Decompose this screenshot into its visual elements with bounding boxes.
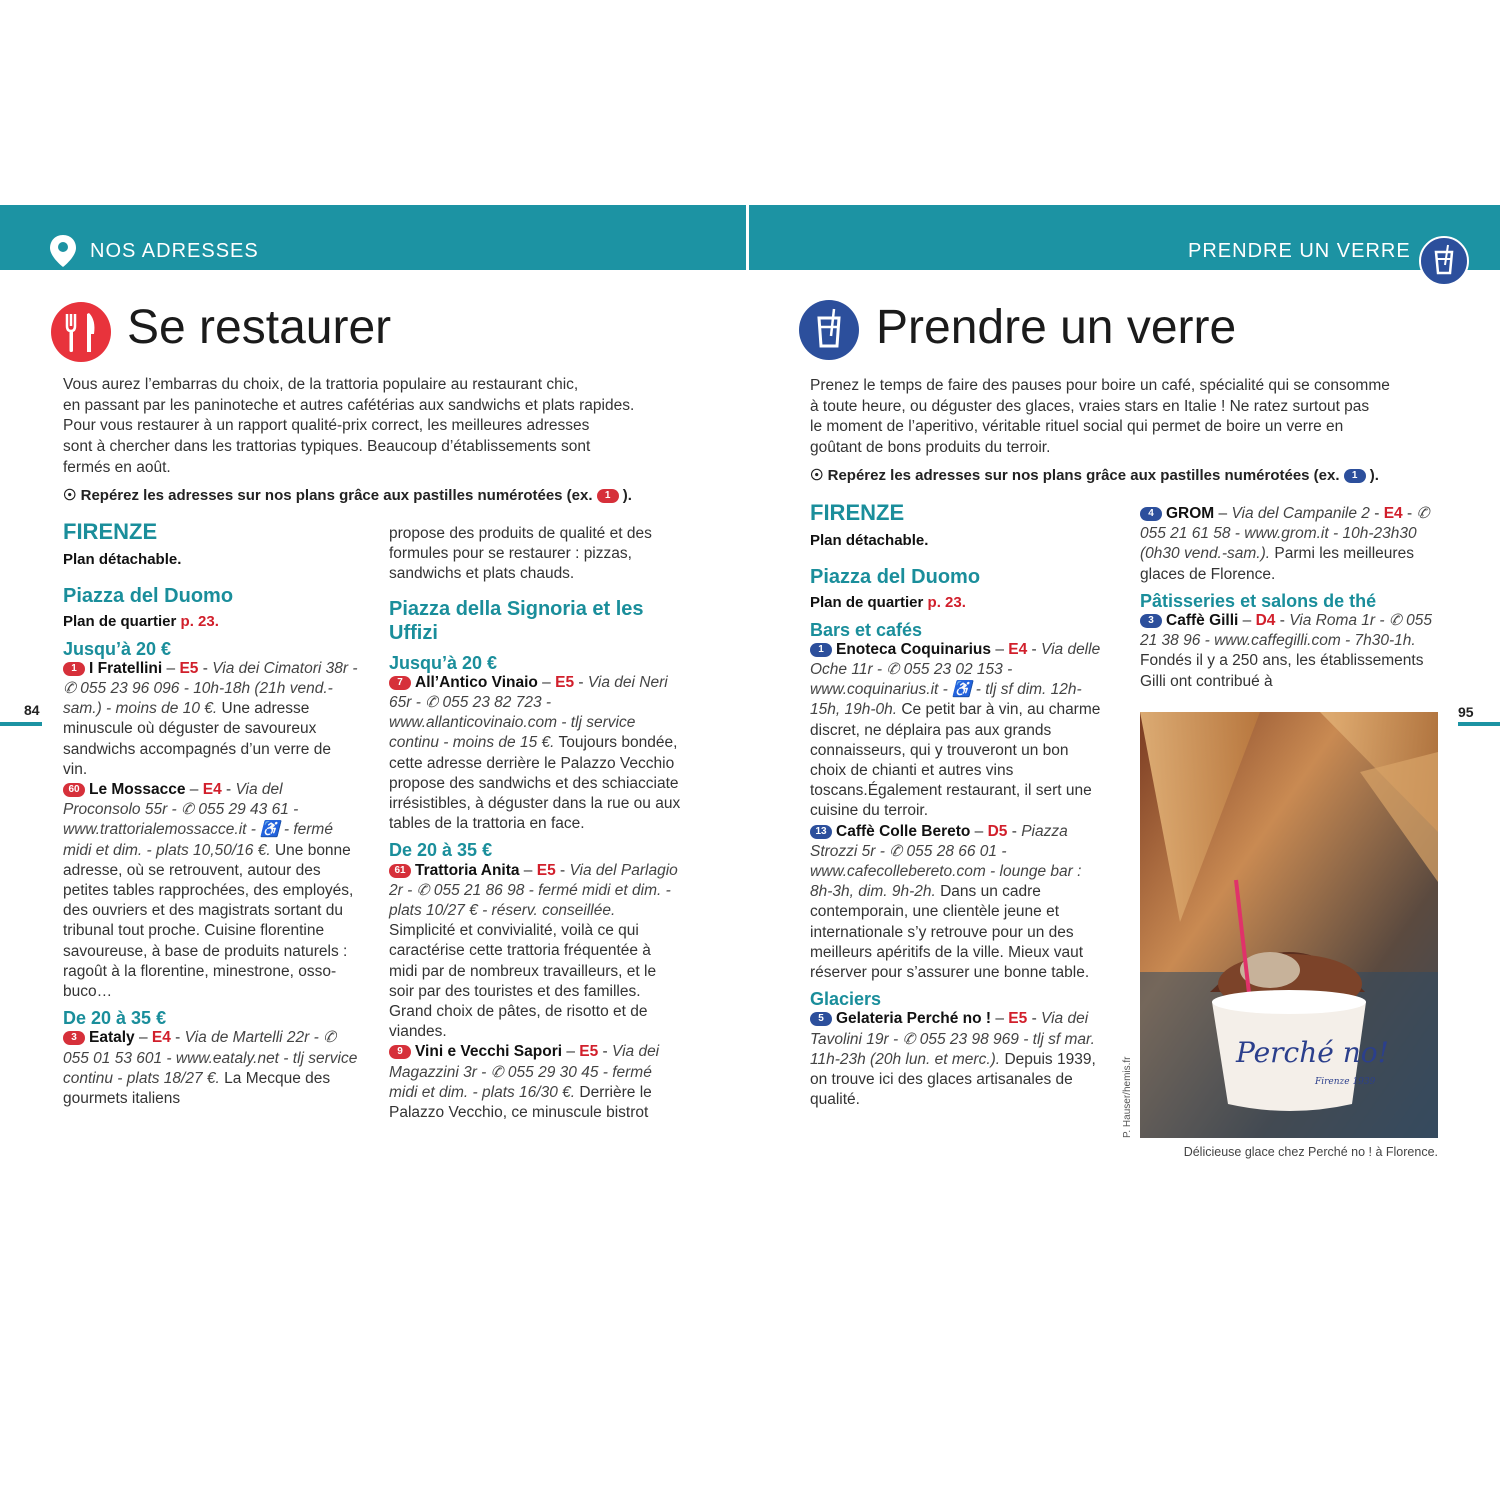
fork-knife-icon (49, 300, 113, 364)
location-pin-icon (49, 234, 77, 268)
price-heading: Jusqu’à 20 € (63, 638, 172, 659)
section-title-left: Se restaurer (127, 301, 392, 354)
city-heading: FIRENZE (810, 500, 905, 525)
price-heading: De 20 à 35 € (389, 840, 493, 861)
intro-left (63, 375, 723, 479)
page-marker-right (1458, 722, 1500, 726)
intro-line: à toute heure, ou déguster des glaces, vraies stars en Italie ! Ne ratez surtout pas (810, 397, 1370, 415)
photo-caption: Délicieuse glace chez Perché no ! à Florence. (1183, 1145, 1438, 1159)
example-pill: 1 (597, 489, 619, 503)
list-item: 3 Caffè Gilli – D4 - Via Roma 1r - ✆ 055 21 38 96 - www.caffegilli.com - 7h30-1h. Fondés il y a 250 ans, les établissements Gilli ont contribué à (1140, 612, 1432, 690)
list-item: 13 Caffè Colle Bereto – D5 - Piazza Strozzi 5r - ✆ 055 28 66 01 - www.cafecollebereto.com - lounge bar : 8h-3h, dim. 9h-2h. Dans un cadre contemporain, une clientèle jeune et internationale s’y retrouve pour un des meilleurs apéritifs de la ville. Mieux vaut réserver pour s’assurer une bonne table. (810, 822, 1090, 982)
list-item: 5 Gelateria Perché no ! – E5 - Via dei Tavolini 19r - ✆ 055 23 98 969 - tlj sf mar. 11h-23h (20h lun. et merc.). Depuis 1939, on trouve ici des glaces artisanales de qualité. (810, 1010, 1096, 1109)
column-right-2 (1140, 504, 1440, 692)
locate-end: ). (622, 487, 632, 504)
intro-line: Prenez le temps de faire des pauses pour boire un café, spécialité qui se consomme (810, 377, 1390, 394)
drink-glass-icon (1418, 235, 1470, 287)
plan-quartier: Plan de quartier p. 23. (810, 594, 966, 612)
page-number-right: 95 (1458, 704, 1474, 720)
list-item: 60 Le Mossacce – E4 - Via del Proconsolo 55r - ✆ 055 29 43 61 - www.trattorialemossacce.it - ♿ - fermé midi et dim. - plats 10,50/16 €. Une bonne adresse, où se retrouvent, autour des petites tables rapprochées, des employés, des ouvriers et des magistrats sortant du tribunal tout proche. Cuisine florentine savoureuse, à base de produits naturels : ragoût à la florentine, minestrone, osso-buco… (63, 781, 354, 1001)
locate-hint-left (63, 486, 632, 504)
cup-brand-text: Perché no! (1236, 1036, 1389, 1069)
category-heading: Bars et cafés (810, 619, 923, 640)
cup-small-text: Firenze 1939 (1315, 1077, 1376, 1087)
section-title-right: Prendre un verre (876, 301, 1237, 354)
list-item: 1 I Fratellini – E5 - Via dei Cimatori 38r - ✆ 055 23 96 096 - 10h-18h (21h vend.-sam.) - moins de 10 €. Une adresse minuscule où déguster de savoureux sandwichs accompagnés d’un verre de vin. (63, 659, 358, 778)
list-item: 9 Vini e Vecchi Sapori – E5 - Via dei Magazzini 3r - ✆ 055 29 30 45 - fermé midi et dim. - plats 16/30 €. Derrière le Palazzo Vecchio, ce minuscule bistrot (389, 1043, 660, 1122)
list-item: 7 All’Antico Vinaio – E5 - Via dei Neri 65r - ✆ 055 23 82 723 - www.allanticovinaio.com - tlj service continu - moins de 15 €. Toujours bondée, cette adresse derrière le Palazzo Vecchio propose des sandwichs et des schiacciate irrésistibles, à déguster dans la rue ou aux tables de la trattoria en face. (389, 673, 681, 833)
plan-note: Plan détachable. (63, 551, 182, 569)
locate-text: Repérez les adresses sur nos plans grâce aux pastilles numérotées (ex. (827, 467, 1340, 484)
category-heading: Glaciers (810, 989, 882, 1010)
locate-text: Repérez les adresses sur nos plans grâce aux pastilles numérotées (ex. (80, 487, 593, 504)
category-heading: Pâtisseries et salons de thé (1140, 590, 1377, 611)
area-heading: Piazza del Duomo (63, 585, 234, 608)
intro-line: le moment de l’aperitivo, véritable rituel social qui permet de boire un verre en (810, 418, 1344, 436)
intro-line: Vous aurez l’embarras du choix, de la trattoria populaire au restaurant chic, (63, 376, 579, 393)
intro-right (810, 376, 1470, 459)
area-heading: Piazza della Signoria et les Uffizi (389, 597, 644, 644)
page-number-left: 84 (24, 702, 40, 718)
continued-text: propose des produits de qualité et des formules pour se restaurer : pizzas, sandwichs et plats chauds. (389, 525, 652, 583)
price-heading: Jusqu’à 20 € (389, 652, 498, 673)
list-item: 3 Eataly – E4 - Via de Martelli 22r - ✆ 055 01 53 601 - www.eataly.net - tlj service continu - plats 18/27 €. La Mecque des gourmets italiens (63, 1029, 358, 1108)
map-hint-icon: ☉ (810, 467, 824, 484)
list-item: 4 GROM – Via del Campanile 2 - E4 - ✆ 055 21 61 58 - www.grom.it - 10h-23h30 (0h30 vend.-sam.). Parmi les meilleures glaces de Florence. (1140, 505, 1430, 583)
city-heading: FIRENZE (63, 519, 158, 544)
column-left-1 (63, 519, 358, 1109)
header-label-right: PRENDRE UN VERRE (1188, 240, 1411, 262)
intro-line: en passant par les paninoteche et autres cafétérias aux sandwichs et plats rapides. (63, 396, 635, 414)
area-heading: Piazza del Duomo (810, 566, 981, 589)
gelato-photo (1140, 712, 1438, 1138)
locate-hint-right (810, 466, 1379, 484)
list-item: 1 Enoteca Coquinarius – E4 - Via delle Oche 11r - ✆ 055 23 02 153 - www.coquinarius.it - ♿ - tlj sf dim. 12h-15h, 19h-0h. Ce petit bar à vin, au charme discret, ne déplaira pas aux grands connaisseurs, qui y trouveront un bon choix de chianti et autres vins toscans.Également restaurant, il sert une cuisine du terroir. (810, 640, 1101, 820)
page-marker-left (0, 722, 42, 726)
column-right-1 (810, 500, 1106, 1110)
plan-quartier: Plan de quartier p. 23. (63, 613, 219, 631)
photo-credit: P. Hauser/hemis.fr (1122, 1056, 1133, 1138)
intro-line: Pour vous restaurer à un rapport qualité-prix correct, les meilleures adresses (63, 417, 590, 435)
intro-line: fermés en août. (63, 458, 171, 476)
drink-glass-icon (797, 298, 861, 362)
column-left-2 (389, 524, 681, 1123)
price-heading: De 20 à 35 € (63, 1008, 167, 1029)
header-label-left: NOS ADRESSES (90, 240, 259, 262)
intro-line: goûtant de bons produits du terroir. (810, 439, 1051, 457)
locate-end: ). (1369, 467, 1379, 484)
intro-line: sont à chercher dans les trattorias typiques. Beaucoup d’établissements sont (63, 438, 591, 456)
plan-note: Plan détachable. (810, 532, 929, 550)
list-item: 61 Trattoria Anita – E5 - Via del Parlagio 2r - ✆ 055 21 86 98 - fermé midi et dim. - plats 10/27 € - réserv. conseillée. Simplicité et convivialité, voilà ce qui caractérise cette trattoria fréquentée à midi par de nombreux travailleurs, et le soir par des touristes et des familles. Grand choix de pâtes, de risotto et de viandes. (389, 861, 678, 1041)
example-pill: 1 (1344, 469, 1366, 483)
map-hint-icon: ☉ (63, 487, 77, 504)
